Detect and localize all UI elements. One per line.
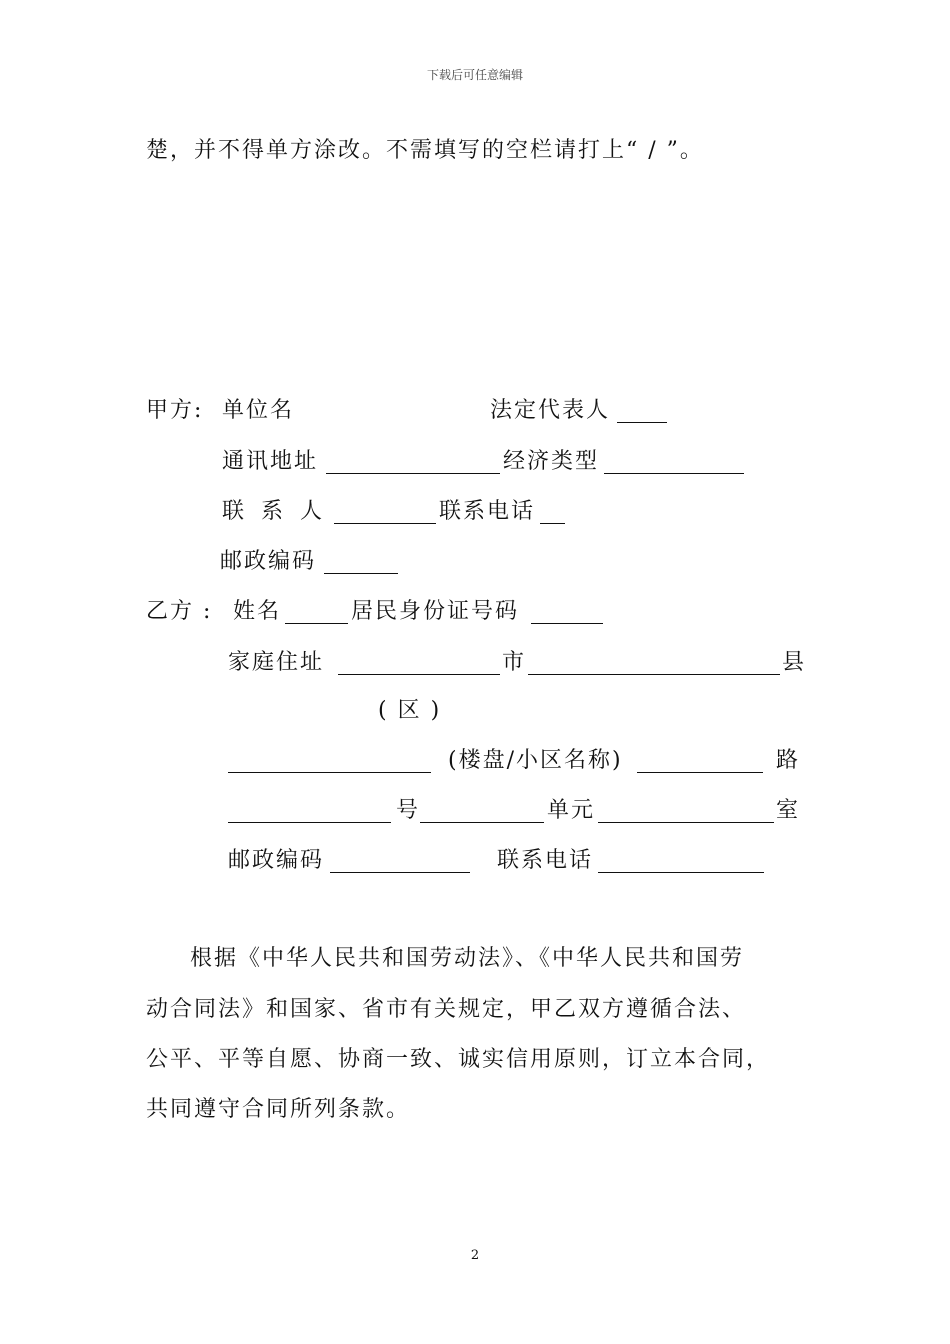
number-field[interactable] — [228, 822, 391, 823]
econ-type-label: 经济类型 — [503, 449, 600, 474]
party-b-phone-field[interactable] — [598, 872, 764, 873]
estate-field[interactable] — [228, 772, 431, 773]
page-number: 2 — [470, 1248, 480, 1263]
road-field[interactable] — [637, 772, 763, 773]
unit-name-label: 单位名 — [222, 398, 295, 423]
paragraph-line-2: 动合同法》和国家、省市有关规定，甲乙双方遵循合法、 — [146, 997, 747, 1022]
city-field[interactable] — [528, 674, 780, 675]
party-b-label: 乙方 : — [146, 599, 213, 624]
estate-label: (楼盘/小区名称) — [448, 748, 623, 773]
paragraph-line-1: 根据《中华人民共和国劳动法》、《中华人民共和国劳 — [190, 946, 745, 971]
district-label: ( 区 ) — [378, 698, 442, 723]
unit-field[interactable] — [420, 822, 544, 823]
home-address-label: 家庭住址 — [228, 650, 325, 675]
room-label: 室 — [776, 798, 801, 823]
legal-rep-label: 法定代表人 — [490, 398, 611, 423]
name-field[interactable] — [285, 623, 348, 624]
address-label: 通讯地址 — [222, 449, 319, 474]
city-label: 市 — [502, 650, 527, 675]
party-a-postcode-label: 邮政编码 — [220, 549, 317, 574]
intro-line: 楚，并不得单方涂改。不需填写的空栏请打上“ / ”。 — [146, 138, 704, 163]
legal-rep-field[interactable] — [617, 422, 667, 423]
name-label: 姓名 — [233, 599, 282, 624]
paragraph-line-3: 公平、平等自愿、协商一致、诚实信用原则，订立本合同， — [146, 1047, 771, 1072]
contact-label: 联 系 人 — [222, 499, 327, 524]
id-number-label: 居民身份证号码 — [351, 599, 520, 624]
address-field[interactable] — [326, 473, 500, 474]
county-label: 县 — [782, 650, 807, 675]
number-label: 号 — [396, 798, 421, 823]
party-b-phone-label: 联系电话 — [497, 848, 594, 873]
road-label: 路 — [776, 748, 801, 773]
contact-phone-field[interactable] — [540, 523, 565, 524]
id-number-field[interactable] — [531, 623, 603, 624]
room-field[interactable] — [598, 822, 774, 823]
paragraph-line-4: 共同遵守合同所列条款。 — [146, 1097, 411, 1122]
econ-type-field[interactable] — [604, 473, 744, 474]
party-a-label: 甲方: — [146, 398, 204, 423]
party-b-postcode-field[interactable] — [330, 872, 470, 873]
party-a-postcode-field[interactable] — [324, 573, 398, 574]
party-b-postcode-label: 邮政编码 — [228, 848, 325, 873]
home-address-field[interactable] — [338, 674, 500, 675]
contact-field[interactable] — [334, 523, 436, 524]
page-header: 下载后可任意编辑 — [426, 68, 523, 82]
unit-label: 单元 — [547, 798, 596, 823]
contact-phone-label: 联系电话 — [439, 499, 536, 524]
